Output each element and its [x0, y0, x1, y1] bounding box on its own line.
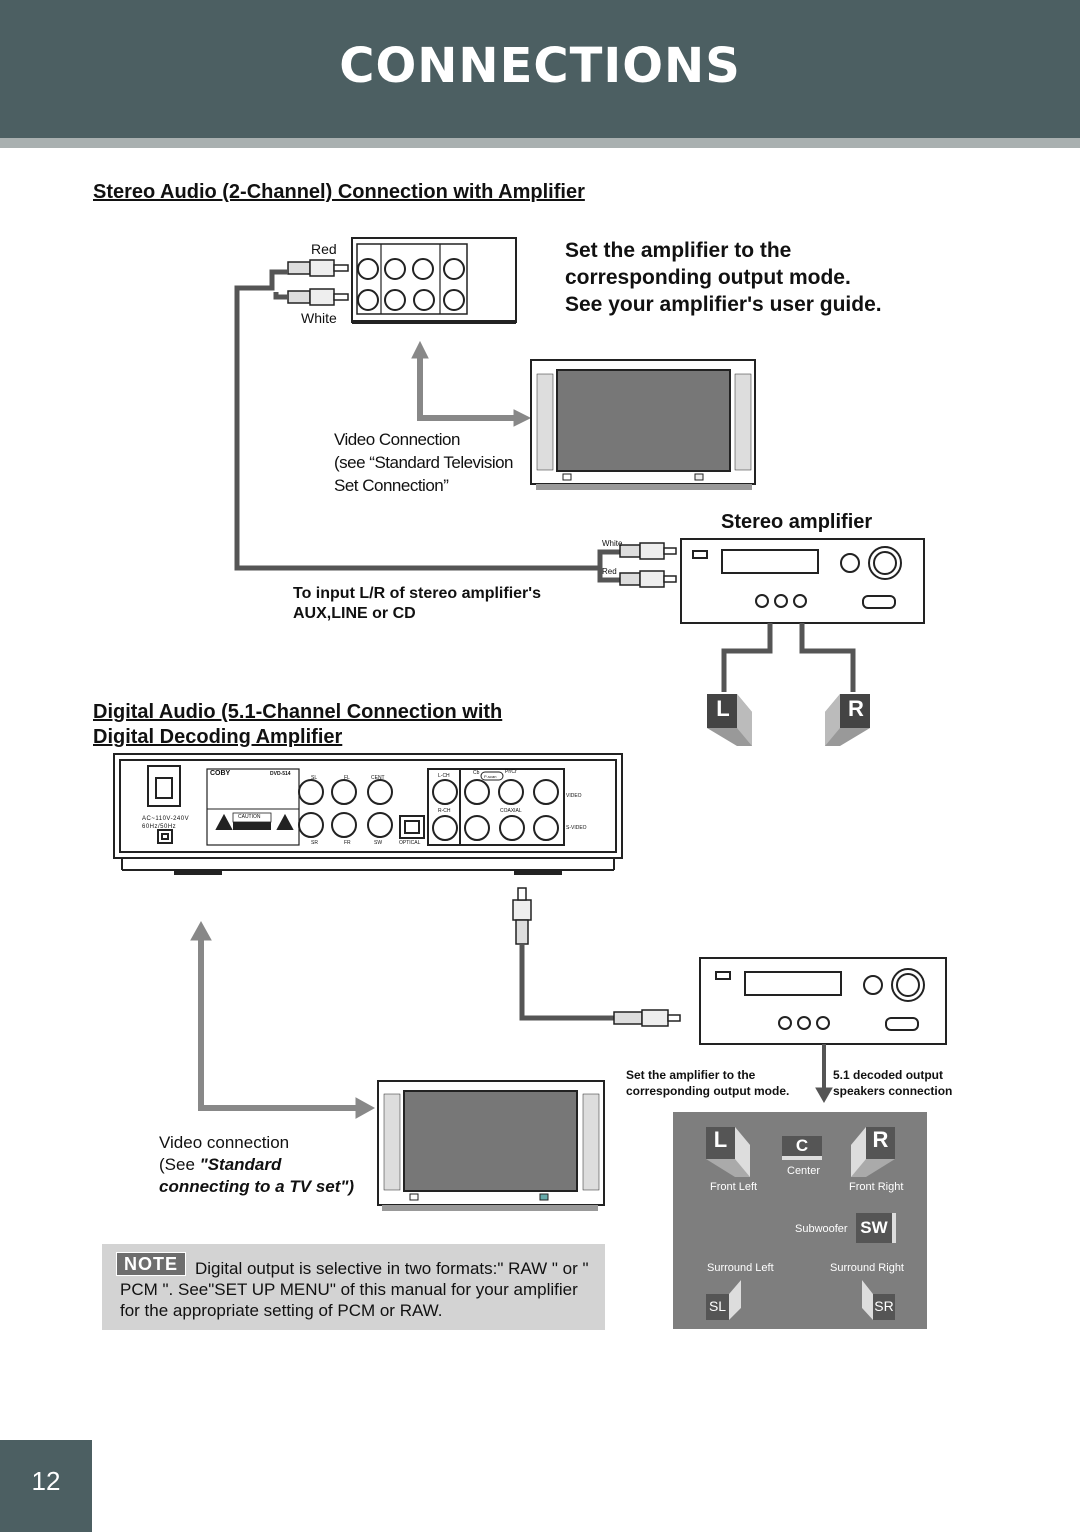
amplifier-instruction: [565, 237, 882, 318]
stereo-input-note: [293, 584, 541, 624]
digital-amplifier: [700, 958, 946, 1044]
stereo-amplifier: [681, 539, 924, 623]
tv-lower: [378, 1081, 604, 1211]
digital-heading: [93, 700, 502, 750]
badge-l: L: [713, 1127, 728, 1152]
amp-red-label: Red: [602, 567, 617, 576]
note-line: 5.1 decoded output: [833, 1068, 944, 1082]
note-line: [159, 1176, 354, 1198]
decoded-output-note: [833, 1067, 952, 1099]
jack-label-prcr: Pr/Cr: [505, 769, 517, 775]
jack-label-pscan: P-scan: [484, 774, 497, 779]
note-text: Digital output is selective in two formats:" RAW " or " PCM ". See"SET UP MENU" of this manual for your amplifier for the appropriate setting of PCM or RAW.: [120, 1259, 589, 1320]
label-center: Center: [787, 1165, 821, 1177]
label-surround-right: Surround Right: [830, 1262, 904, 1274]
coaxial-cable: [513, 888, 680, 1026]
rca-plugs-amp: [620, 543, 676, 587]
heading-line: Digital Decoding Amplifier: [93, 726, 343, 748]
jack-label-sl: SL: [311, 775, 318, 781]
video-arrow-upper: [412, 342, 530, 426]
instruction-line: corresponding output mode.: [565, 266, 851, 289]
dvd-brand: COBY: [210, 770, 231, 777]
badge-sl: SL: [708, 1298, 727, 1314]
stereo-heading: Stereo Audio (2-Channel) Connection with Amplifier: [93, 181, 585, 203]
power-line: 60Hz/50Hz: [142, 824, 177, 830]
stereo-amplifier-title: Stereo amplifier: [721, 511, 873, 533]
digital-amp-note: [626, 1067, 789, 1099]
jack-label-svideo: S-VIDEO: [566, 825, 587, 831]
jack-label-cent: CENT: [371, 775, 385, 781]
output-arrow: [816, 1044, 832, 1102]
jack-label-coaxial: COAXIAL: [500, 808, 522, 814]
note-line: AUX,LINE or CD: [293, 605, 416, 622]
jack-label-sr: SR: [311, 840, 318, 846]
note-line: Set the amplifier to the: [626, 1068, 756, 1082]
speaker-r-label: R: [848, 696, 864, 721]
speaker-layout-panel: [673, 1112, 927, 1329]
label-subwoofer: Subwoofer: [795, 1223, 848, 1235]
jack-label-fl: FL: [344, 775, 350, 781]
badge-sw: SW: [860, 1218, 888, 1237]
power-rating: [142, 815, 189, 831]
jack-label-rch: R-CH: [438, 808, 451, 814]
note-line: To input L/R of stereo amplifier's: [293, 585, 541, 602]
dvd-model: DVD-514: [270, 771, 291, 777]
note-line: [159, 1154, 354, 1176]
amp-white-label: White: [602, 539, 623, 548]
heading-line: Digital Audio (5.1-Channel Connection with: [93, 701, 503, 723]
label-front-left: Front Left: [710, 1181, 758, 1193]
speaker-l-label: L: [716, 696, 730, 721]
page-number: 12: [31, 1466, 61, 1496]
jack-label-optical: OPTICAL: [399, 840, 421, 846]
tv-upper: [531, 360, 755, 490]
jack-label-fr: FR: [344, 840, 351, 846]
note-fragment: connecting to a TV set"): [159, 1177, 355, 1196]
instruction-line: See your amplifier's user guide.: [565, 293, 882, 316]
note-line: corresponding output mode.: [626, 1084, 790, 1098]
caution-label: CAUTION: [238, 814, 261, 820]
label-surround-left: Surround Left: [707, 1262, 774, 1274]
rca-plugs-upper: [288, 260, 348, 305]
jack-label-video: VIDEO: [566, 793, 582, 799]
note-line: Video connection: [159, 1133, 290, 1152]
jack-label-lch: L-CH: [438, 773, 450, 779]
badge-r: R: [872, 1127, 889, 1152]
note-line: Video Connection: [334, 430, 460, 449]
note-line: speakers connection: [833, 1084, 953, 1098]
badge-c: C: [795, 1136, 809, 1155]
note-badge: NOTE: [116, 1252, 186, 1276]
note-line: (see “Standard Television: [334, 453, 514, 472]
cable-white-label: White: [301, 310, 337, 326]
video-arrow-lower: [191, 922, 374, 1118]
label-front-right: Front Right: [849, 1181, 904, 1193]
video-connection-note: [334, 428, 513, 497]
note-fragment: (See: [159, 1155, 200, 1174]
dvd-player-partial: [352, 238, 516, 322]
jack-label-cb: Cb: [473, 770, 480, 776]
note-line: Set Connection”: [334, 476, 449, 495]
power-line: AC~110V-240V: [142, 816, 190, 822]
dvd-back-panel: [114, 754, 622, 874]
page-title: CONNECTIONS: [339, 38, 741, 94]
cable-red-label: Red: [311, 241, 337, 257]
video-connection-lower: [159, 1132, 354, 1198]
note-fragment: "Standard: [199, 1155, 282, 1174]
instruction-line: Set the amplifier to the: [565, 239, 792, 262]
badge-sr: SR: [874, 1298, 894, 1314]
jack-label-sw: SW: [374, 840, 383, 846]
